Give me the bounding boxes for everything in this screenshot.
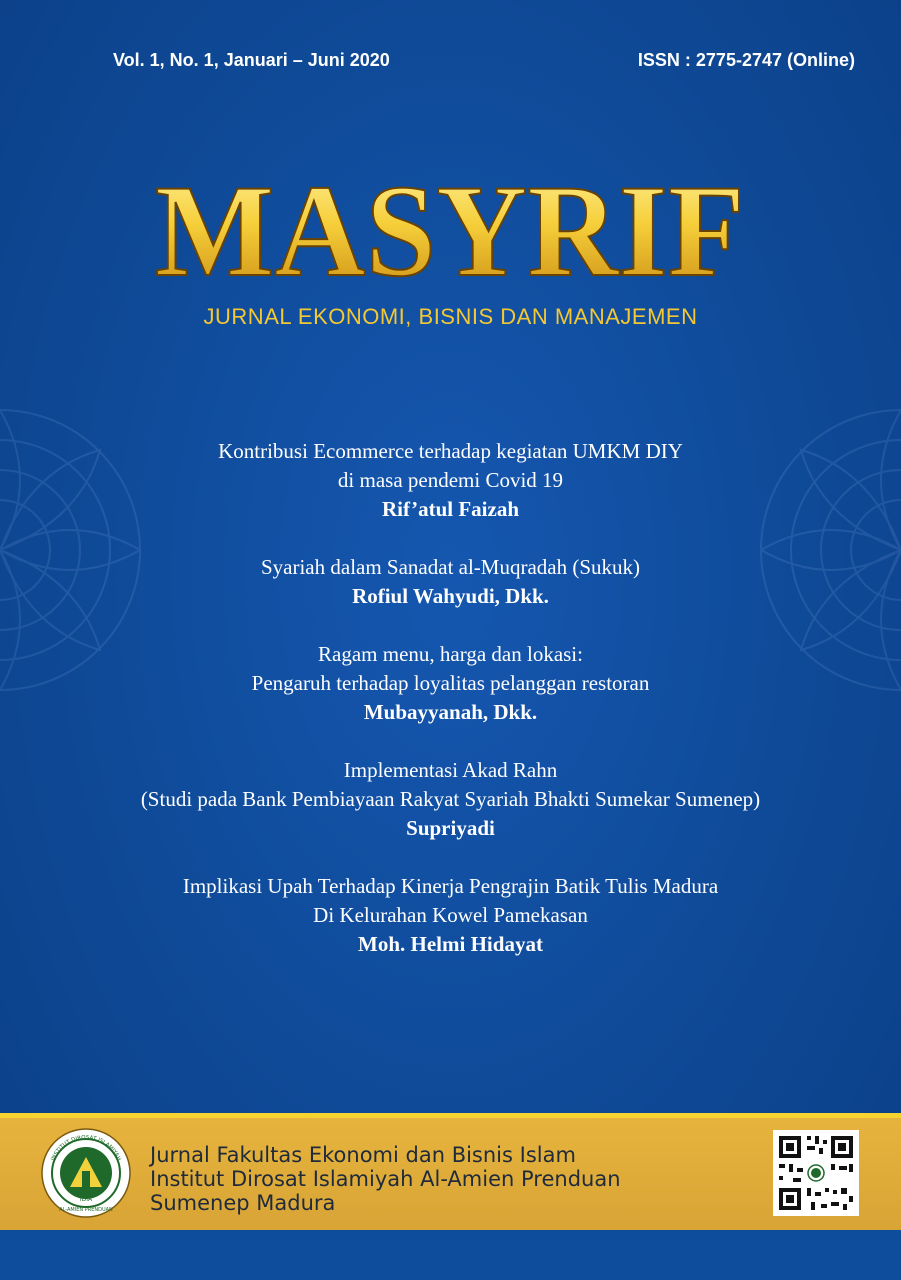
article-author: Rofiul Wahyudi, Dkk.: [352, 584, 549, 608]
qr-code-icon[interactable]: [773, 1130, 859, 1216]
institution-line: Sumenep Madura: [150, 1191, 336, 1215]
article-author: Rif’atul Faizah: [381, 497, 520, 521]
seal-abbr: IDIA: [79, 1196, 93, 1203]
journal-title-logo: [0, 150, 901, 290]
article-item: [0, 553, 901, 611]
article-title-line: Pengaruh terhadap loyalitas pelanggan restoran: [251, 671, 650, 695]
article-item: [0, 756, 901, 843]
footer-bottom-strip: [0, 1230, 901, 1280]
issue-header: [0, 50, 901, 74]
article-title-line: Kontribusi Ecommerce terhadap kegiatan UMKM DIY: [218, 439, 683, 463]
seal-bottom-text: AL-AMIEN PRENDUAN: [59, 1207, 113, 1213]
article-title-line: Di Kelurahan Kowel Pamekasan: [313, 903, 588, 927]
article-title-line: Implikasi Upah Terhadap Kinerja Pengrajin Batik Tulis Madura: [182, 874, 719, 898]
institution-line: Jurnal Fakultas Ekonomi dan Bisnis Islam: [150, 1143, 576, 1167]
journal-title: MASYRIF: [155, 157, 745, 290]
article-author: Moh. Helmi Hidayat: [358, 932, 543, 956]
seal-arc-text: INSTITUT DIROSAT ISLAMIYAH: [50, 1134, 122, 1162]
article-item: [0, 872, 901, 959]
institution-line: Institut Dirosat Islamiyah Al-Amien Prenduan: [150, 1167, 621, 1191]
journal-title-wrap: [0, 150, 901, 290]
article-title-line: Implementasi Akad Rahn: [343, 758, 558, 782]
institution-seal-icon: [40, 1127, 132, 1219]
article-author: Mubayyanah, Dkk.: [363, 700, 538, 724]
article-item: [0, 640, 901, 727]
article-title-line: Syariah dalam Sanadat al-Muqradah (Sukuk): [260, 555, 641, 579]
volume-issue: Vol. 1, No. 1, Januari – Juni 2020: [113, 50, 390, 70]
article-title-line: di masa pendemi Covid 19: [337, 468, 564, 492]
article-title-line: Ragam menu, harga dan lokasi:: [318, 642, 583, 666]
issn: ISSN : 2775-2747 (Online): [637, 50, 855, 70]
article-author: Supriyadi: [406, 816, 495, 840]
article-item: [0, 437, 901, 524]
article-list: [0, 437, 901, 988]
journal-subtitle: JURNAL EKONOMI, BISNIS DAN MANAJEMEN: [203, 304, 698, 329]
institution-info: [150, 1143, 621, 1215]
article-title-line: (Studi pada Bank Pembiayaan Rakyat Syariah Bhakti Sumekar Sumenep): [140, 787, 761, 811]
